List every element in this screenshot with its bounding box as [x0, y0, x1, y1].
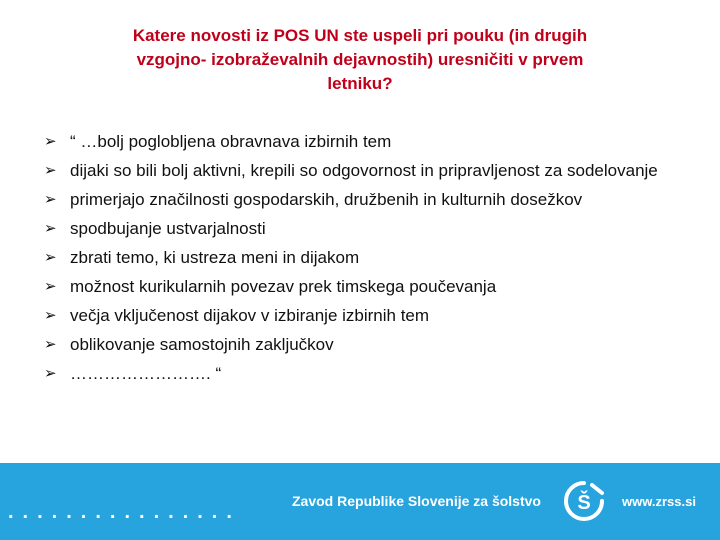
arrow-bullet-icon: ➢: [44, 365, 57, 382]
bullet-list: [44, 130, 684, 391]
list-item-text: ……………………. “: [70, 364, 222, 383]
slide-title-line-3: letniku?: [327, 74, 393, 93]
arrow-bullet-icon: ➢: [44, 249, 57, 266]
slide-title-line-2: vzgojno- izobraževalnih dejavnostih) uresničiti v prvem: [136, 50, 584, 69]
slide-title-line-1: Katere novosti iz POS UN ste uspeli pri pouku (in drugih: [132, 26, 588, 45]
list-item-text: dijaki so bili bolj aktivni, krepili so odgovornost in pripravljenost za sodelovanje: [70, 161, 658, 180]
list-item-text: oblikovanje samostojnih zaključkov: [70, 335, 334, 354]
zrss-logo-icon: [562, 479, 606, 523]
list-item: [44, 217, 684, 241]
list-item: [44, 362, 684, 386]
list-item-text: spodbujanje ustvarjalnosti: [70, 219, 266, 238]
list-item-text: možnost kurikularnih povezav prek timskega poučevanja: [70, 277, 497, 296]
arrow-bullet-icon: ➢: [44, 133, 57, 150]
logo-letter: Š: [577, 492, 591, 514]
footer-dots: ................: [8, 501, 241, 523]
list-item: [44, 159, 684, 183]
arrow-bullet-icon: ➢: [44, 220, 57, 237]
website-link[interactable]: www.zrss.si: [622, 494, 696, 509]
list-item: [44, 275, 684, 299]
list-item: [44, 246, 684, 270]
arrow-bullet-icon: ➢: [44, 307, 57, 324]
list-item: [44, 130, 684, 154]
arrow-bullet-icon: ➢: [44, 162, 57, 179]
list-item: [44, 304, 684, 328]
slide-title: [70, 24, 650, 96]
list-item-text: zbrati temo, ki ustreza meni in dijakom: [70, 248, 360, 267]
footer-bar: [0, 463, 720, 540]
list-item-text: “ …bolj poglobljena obravnava izbirnih tem: [70, 132, 392, 151]
arrow-bullet-icon: ➢: [44, 191, 57, 208]
list-item-text: večja vključenost dijakov v izbiranje izbirnih tem: [70, 306, 430, 325]
organization-name: Zavod Republike Slovenije za šolstvo: [292, 493, 541, 509]
list-item: [44, 188, 684, 212]
list-item-text: primerjajo značilnosti gospodarskih, družbenih in kulturnih dosežkov: [70, 190, 583, 209]
list-item: [44, 333, 684, 357]
arrow-bullet-icon: ➢: [44, 336, 57, 353]
arrow-bullet-icon: ➢: [44, 278, 57, 295]
